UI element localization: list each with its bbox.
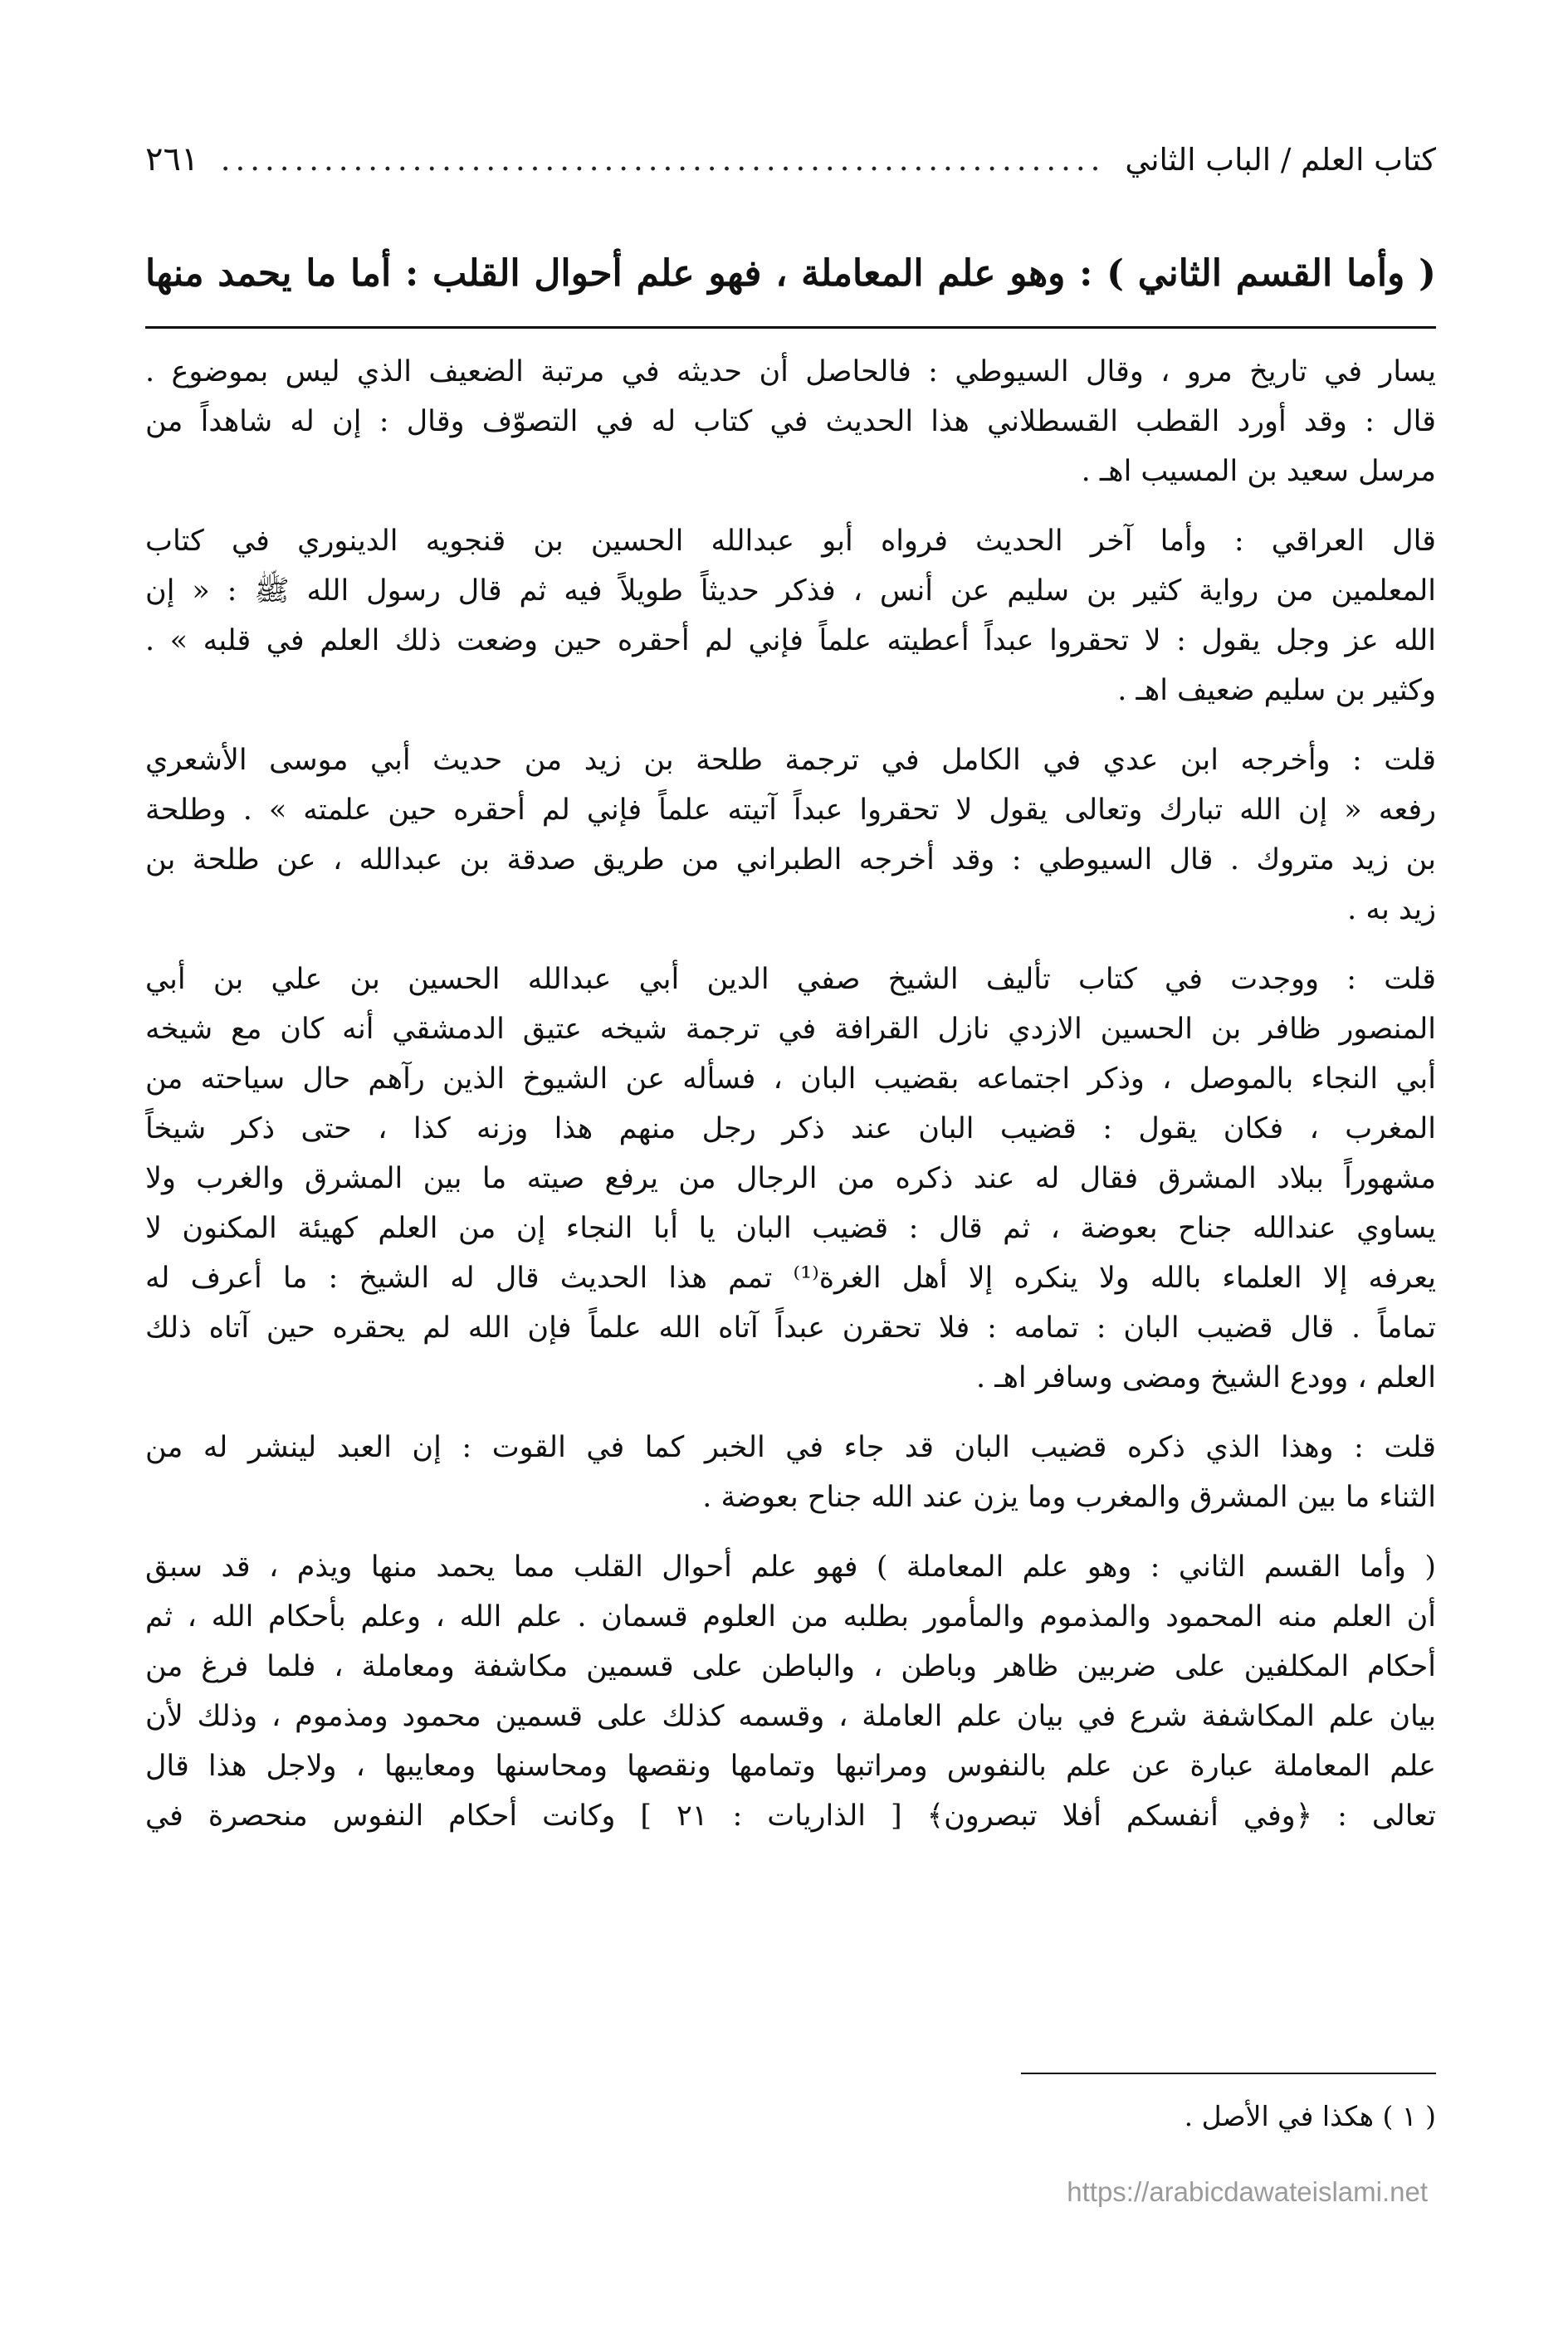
text-line: تماماً . قال قضيب البان : تمامه : فلا تحقرن عبداً آتاه الله علماً فإن الله لم يحقره حين آتاه ذلك — [145, 1311, 1436, 1345]
paragraph — [145, 955, 1436, 1403]
footnote: ( ١ ) هكذا في الأصل . — [1184, 2100, 1436, 2132]
watermark-url: https://arabicdawateislami.net — [1067, 2176, 1428, 2207]
text-line: الله عز وجل يقول : لا تحقروا عبداً أعطيته علماً فإني لم أحقره حين وضعت ذلك العلم في قلبه » . — [145, 624, 1436, 657]
text-line: المعلمين من رواية كثير بن سليم عن أنس ، فذكر حديثاً طويلاً فيه ثم قال رسول الله ﷺ : « إن — [145, 574, 1436, 608]
text-line: الثناء ما بين المشرق والمغرب وما يزن عند الله جناح بعوضة . — [702, 1481, 1436, 1514]
text-line: مرسل سعيد بن المسيب اهـ . — [1081, 455, 1436, 488]
text-line: أن العلم منه المحمود والمذموم والمأمور بطلبه من العلوم قسمان . علم الله ، وعلم بأحكام الله ، ثم — [145, 1600, 1436, 1633]
text-line: المنصور ظافر بن الحسين الازدي نازل القرافة في ترجمة شيخه عتيق الدمشقي أنه كان مع شيخه — [145, 1013, 1436, 1046]
paragraph — [145, 1423, 1436, 1522]
paragraph — [145, 347, 1436, 496]
text-line: قلت : وأخرجه ابن عدي في الكامل في ترجمة طلحة بن زيد من حديث أبي موسى الأشعري — [145, 744, 1436, 777]
header-dot-leader: ............................................................ — [220, 141, 1106, 178]
paragraph — [145, 735, 1436, 935]
text-line: قلت : ووجدت في كتاب تأليف الشيخ صفي الدين أبي عبدالله الحسين بن علي بن أبي — [145, 963, 1436, 996]
text-line: قال العراقي : وأما آخر الحديث فرواه أبو عبدالله الحسين بن قنجويه الدينوري في كتاب — [145, 525, 1436, 558]
running-header — [145, 134, 1436, 184]
text-line: يعرفه إلا العلماء بالله ولا ينكره إلا أهل الغرة⁽¹⁾ تمم هذا الحديث قال له الشيخ : ما أعرف له — [145, 1262, 1436, 1295]
text-line: ( وأما القسم الثاني : وهو علم المعاملة ) فهو علم أحوال القلب مما يحمد منها ويذم ، قد سبق — [145, 1550, 1436, 1584]
footnote-divider — [1021, 2073, 1436, 2074]
text-line: رفعه « إن الله تبارك وتعالى يقول لا تحقروا عبداً آتيته علماً فإني لم أحقره حين علمته » . وطلحة — [145, 794, 1436, 827]
text-line: المغرب ، فكان يقول : قضيب البان عند ذكر رجل منهم هذا وزنه كذا ، حتى ذكر شيخاً — [145, 1112, 1436, 1145]
text-line: زيد به . — [1347, 893, 1436, 926]
text-line: وكثير بن سليم ضعيف اهـ . — [1117, 674, 1436, 707]
commentary-body — [145, 347, 1436, 1861]
text-line: أبي النجاء بالموصل ، وذكر اجتماعه بقضيب البان ، فسأله عن الشيوخ الذين رآهم حال سياحته من — [145, 1062, 1436, 1096]
text-line: بن زيد متروك . قال السيوطي : وقد أخرجه الطبراني من طريق صدقة بن عبدالله ، عن طلحة بن — [145, 843, 1436, 877]
text-line: يساوي عندالله جناح بعوضة ، ثم قال : قضيب البان يا أبا النجاء إن من العلم كهيئة المكنون لا — [145, 1212, 1436, 1245]
text-line: أحكام المكلفين على ضربين ظاهر وباطن ، والباطن على قسمين مكاشفة ومعاملة ، فلما فرغ من — [145, 1650, 1436, 1683]
heading-divider — [145, 326, 1436, 329]
section-heading: ( وأما القسم الثاني ) : وهو علم المعاملة ، فهو علم أحوال القلب : أما ما يحمد منها — [145, 252, 1436, 295]
text-line: مشهوراً ببلاد المشرق فقال له عند ذكره من الرجال من يرفع صيته ما بين المشرق والغرب ولا — [145, 1162, 1436, 1195]
text-line: قلت : وهذا الذي ذكره قضيب البان قد جاء في الخبر كما في القوت : إن العبد لينشر له من — [145, 1431, 1436, 1464]
text-line: علم المعاملة عبارة عن علم بالنفوس ومراتبها وتمامها ونقصها ومحاسنها ومعايبها ، ولاجل هذا قال — [145, 1750, 1436, 1783]
text-line: تعالى : ﴿وفي أنفسكم أفلا تبصرون﴾ [ الذاريات : ٢١ ] وكانت أحكام النفوس منحصرة في — [145, 1800, 1436, 1833]
text-line: بيان علم المكاشفة شرع في بيان علم العاملة ، وقسمه كذلك على قسمين محمود ومذموم ، وذلك لأن — [145, 1700, 1436, 1733]
paragraph — [145, 516, 1436, 715]
book-title: كتاب العلم / الباب الثاني — [1125, 141, 1436, 178]
text-line: قال : وقد أورد القطب القسطلاني هذا الحديث في كتاب له في التصوّف وقال : إن له شاهداً من — [145, 405, 1436, 438]
matn-paragraph — [145, 1542, 1436, 1841]
text-line: العلم ، وودع الشيخ ومضى وسافر اهـ . — [975, 1361, 1436, 1394]
page-number: ٢٦١ — [145, 140, 199, 178]
text-line: يسار في تاريخ مرو ، وقال السيوطي : فالحاصل أن حديثه في مرتبة الضعيف الذي ليس بموضوع . — [145, 355, 1436, 388]
